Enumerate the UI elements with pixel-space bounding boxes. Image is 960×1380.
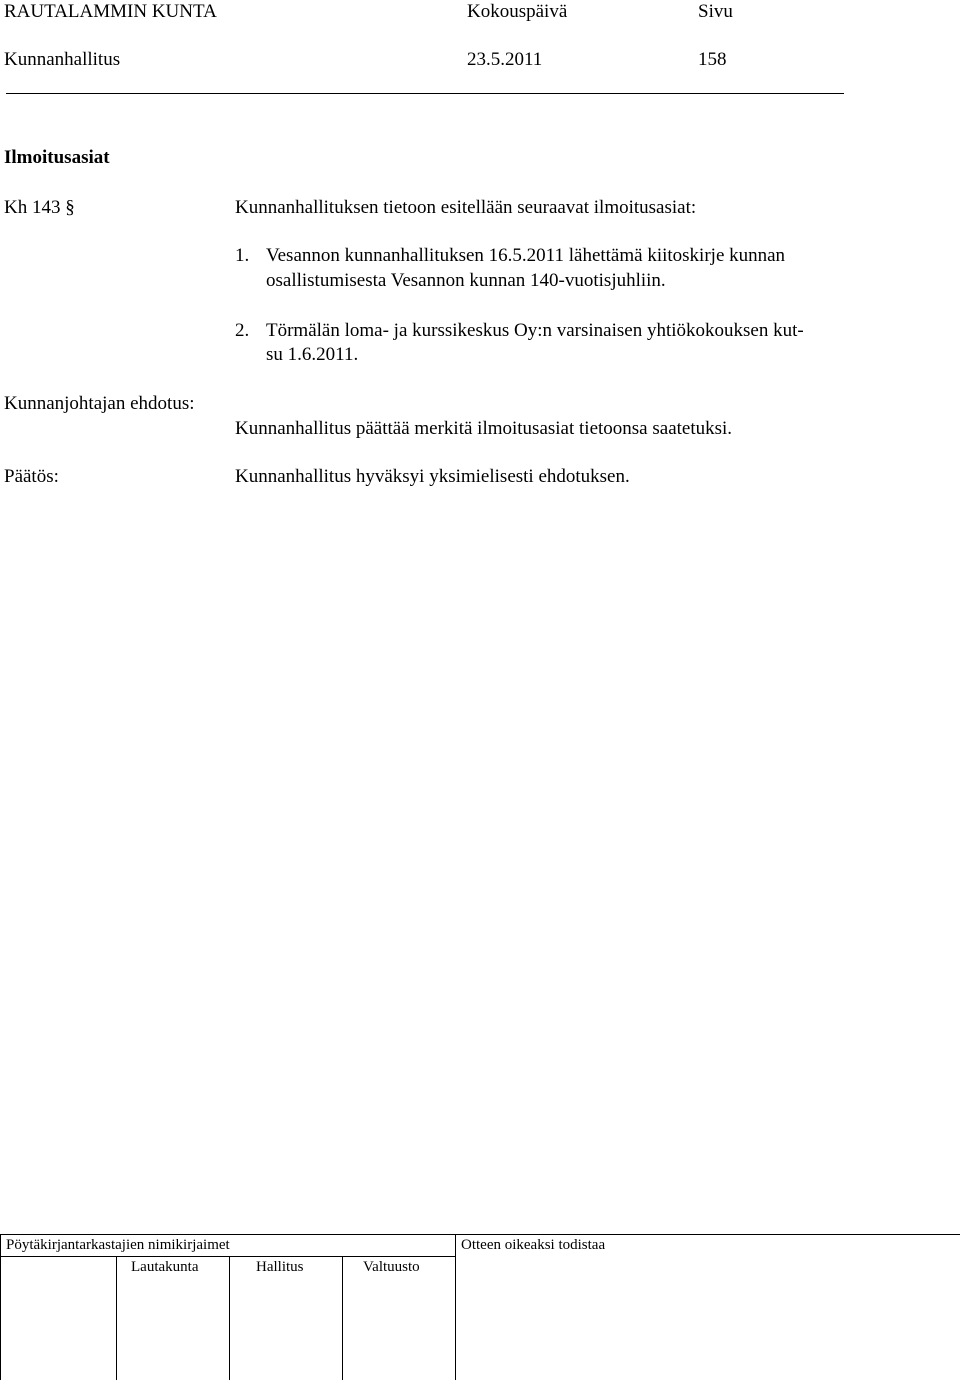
section-ref: Kh 143 § xyxy=(4,197,75,218)
footer-sub-line xyxy=(0,1256,455,1257)
footer-top-line xyxy=(0,1234,960,1235)
footer-divider xyxy=(455,1234,456,1380)
decision-text: Kunnanhallitus hyväksyi yksimielisesti ehdotuksen. xyxy=(235,466,630,487)
page-number: 158 xyxy=(698,49,727,70)
header-rule xyxy=(6,93,844,94)
section-title: Ilmoitusasiat xyxy=(4,147,110,168)
column-label-valtuusto: Valtuusto xyxy=(363,1259,420,1275)
column-label-lautakunta: Lautakunta xyxy=(131,1259,199,1275)
decision-label: Päätös: xyxy=(4,466,59,487)
item-number: 2. xyxy=(235,320,250,341)
item-number: 1. xyxy=(235,245,250,266)
org-name: RAUTALAMMIN KUNTA xyxy=(4,1,217,22)
footer-divider xyxy=(229,1256,230,1380)
meeting-date: 23.5.2011 xyxy=(467,49,543,70)
page-label: Sivu xyxy=(698,1,733,22)
initials-label: Pöytäkirjantarkastajien nimikirjaimet xyxy=(6,1237,230,1253)
body-name: Kunnanhallitus xyxy=(4,49,121,70)
meeting-date-label: Kokouspäivä xyxy=(467,1,568,22)
item-line: osallistumisesta Vesannon kunnan 140-vuotisjuhliin. xyxy=(266,270,666,291)
column-label-hallitus: Hallitus xyxy=(256,1259,304,1275)
proposal-text: Kunnanhallitus päättää merkitä ilmoitusasiat tietoonsa saatetuksi. xyxy=(235,418,733,439)
item-line: Vesannon kunnanhallituksen 16.5.2011 lähettämä kiitoskirje kunnan xyxy=(266,245,786,266)
footer-divider xyxy=(342,1256,343,1380)
footer-divider xyxy=(116,1256,117,1380)
item-line: su 1.6.2011. xyxy=(266,344,359,365)
proposal-label: Kunnanjohtajan ehdotus: xyxy=(4,393,195,414)
item-line: Törmälän loma- ja kurssikeskus Oy:n varsinaisen yhtiökokouksen kut- xyxy=(266,320,804,341)
intro-text: Kunnanhallituksen tietoon esitellään seuraavat ilmoitusasiat: xyxy=(235,197,697,218)
extract-label: Otteen oikeaksi todistaa xyxy=(461,1237,606,1253)
